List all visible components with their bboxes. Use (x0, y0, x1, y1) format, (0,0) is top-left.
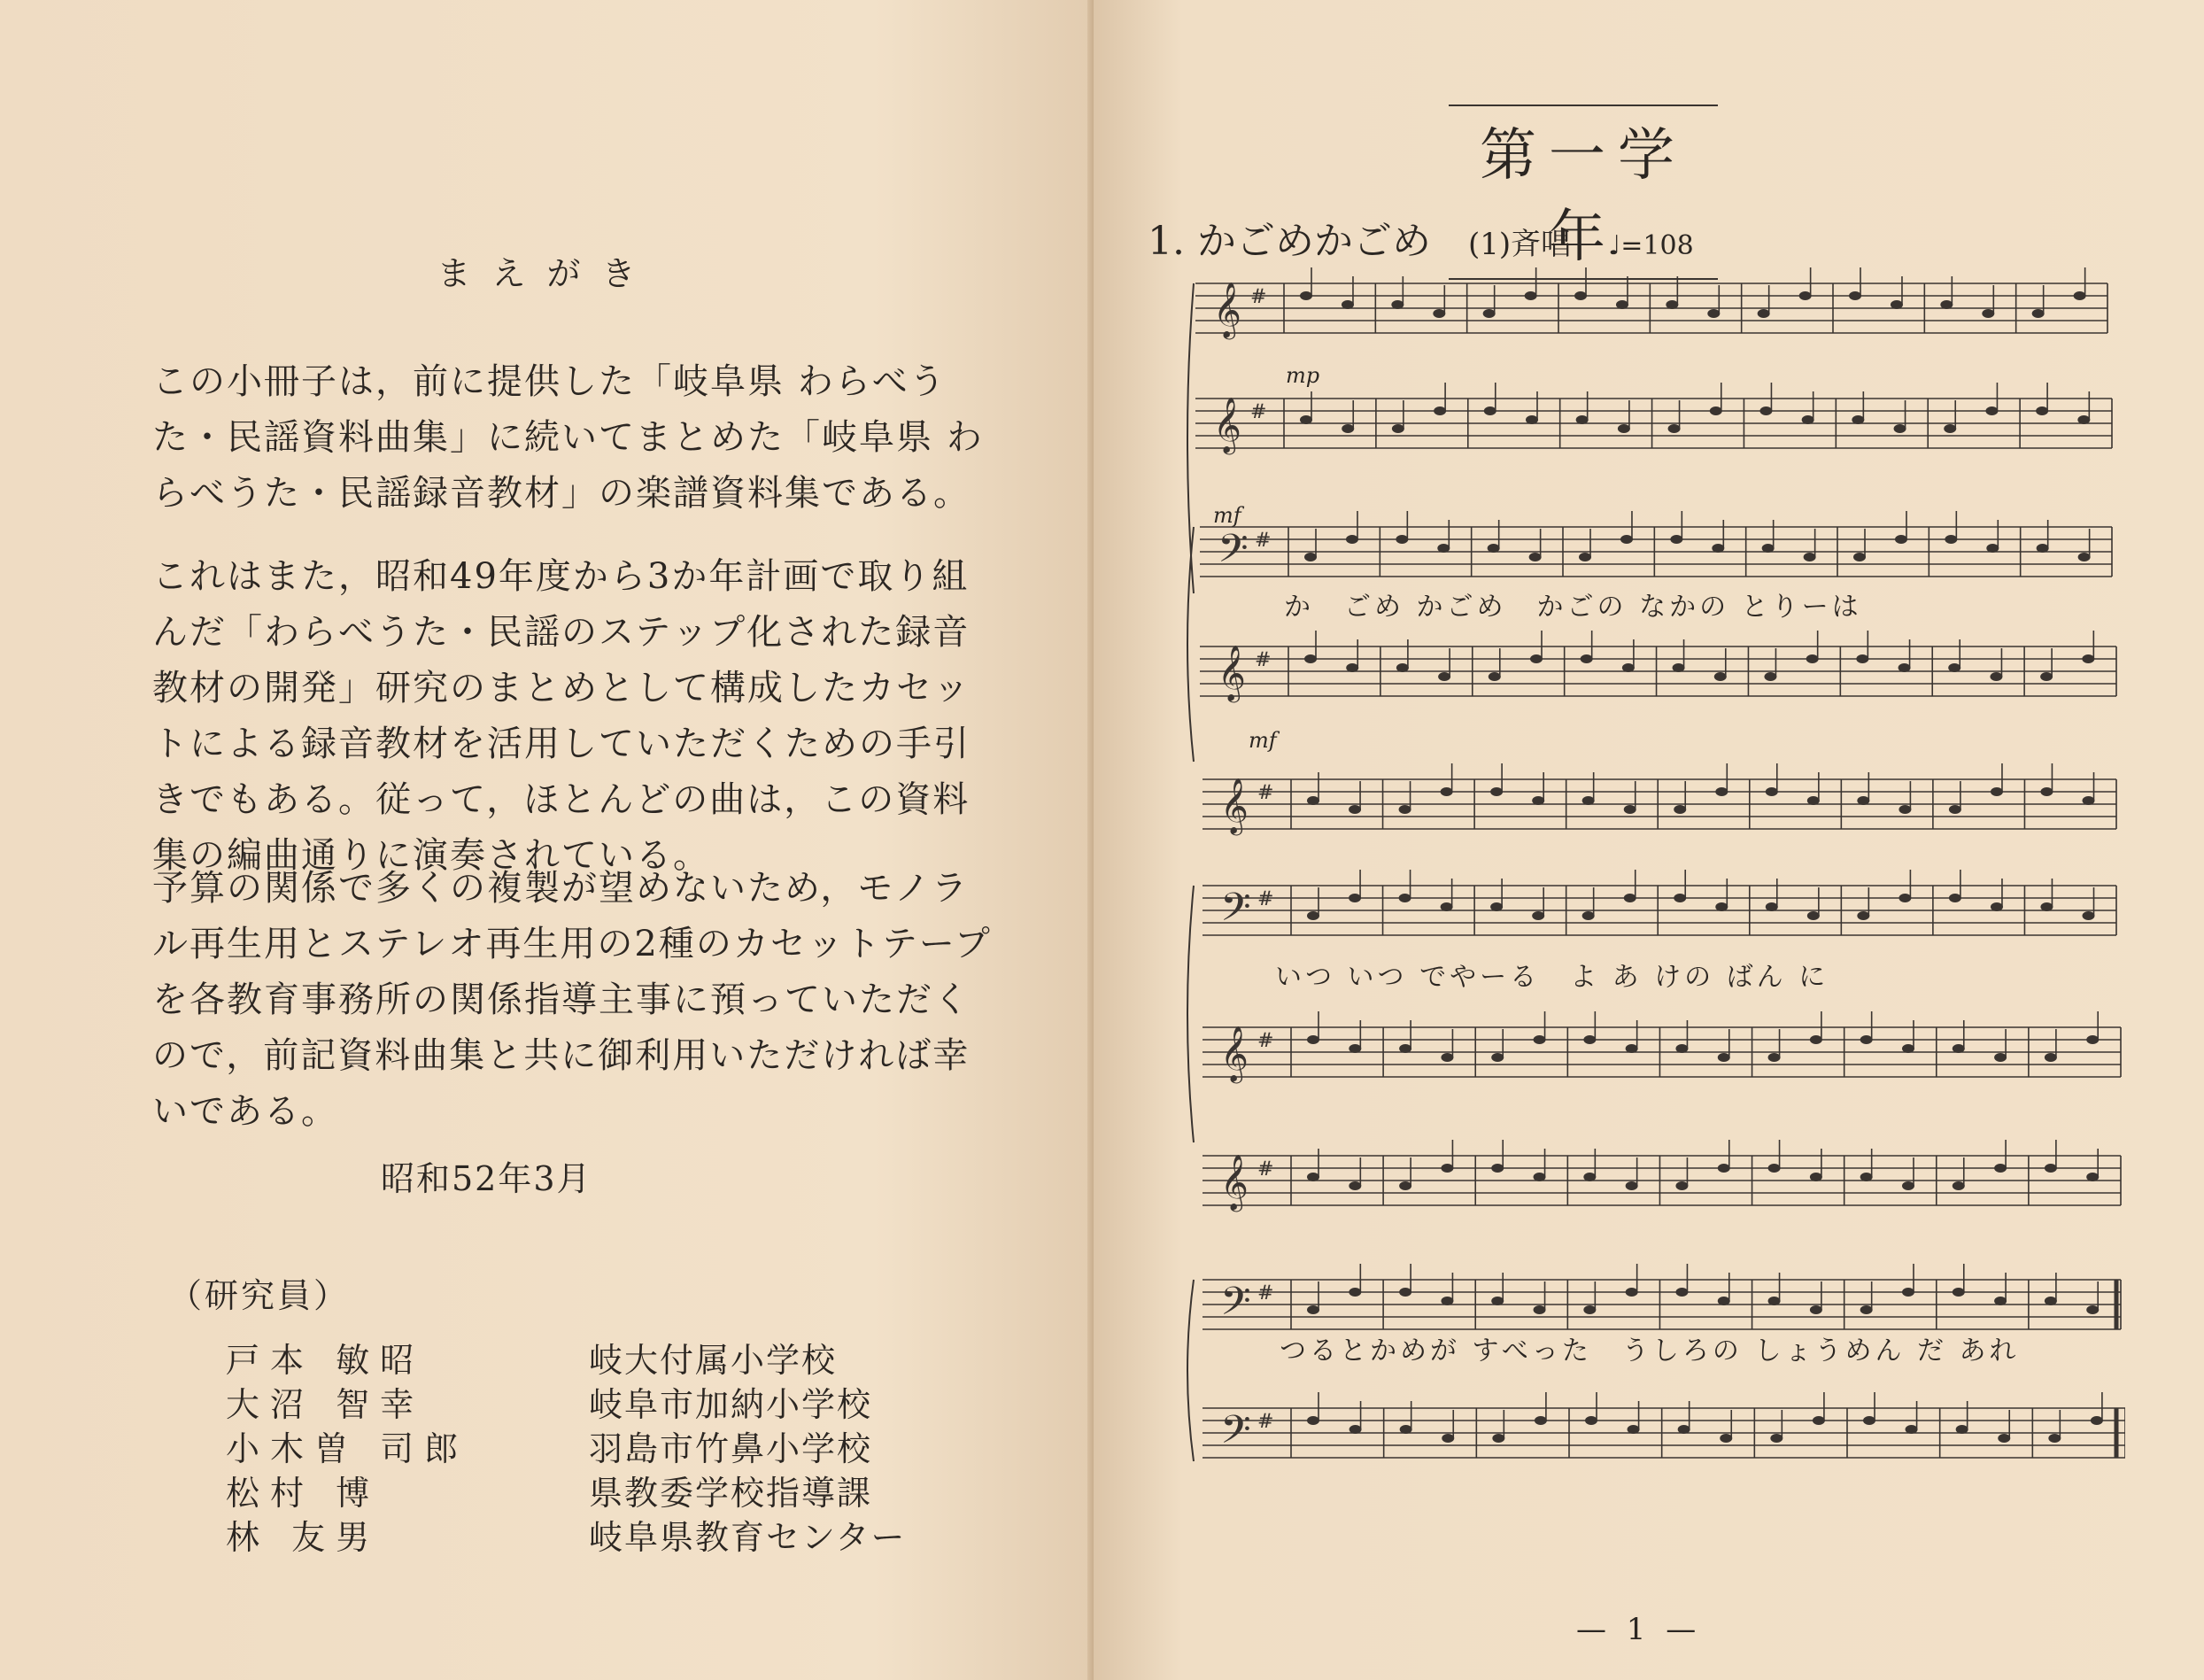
note-head (1860, 1305, 1873, 1314)
note-head (1583, 1035, 1596, 1044)
clef-icon: 𝄢 (1220, 884, 1251, 940)
note-head (2040, 902, 2053, 911)
note-head (1574, 291, 1587, 300)
note-head (1535, 1416, 1547, 1425)
note-head (1349, 1181, 1361, 1190)
note-head (1399, 894, 1411, 902)
clef-icon: 𝄢 (1220, 1406, 1251, 1462)
note-head (1944, 424, 1956, 433)
note-head (1346, 535, 1358, 544)
researcher-name: 小木曽 司郎 (226, 1429, 469, 1468)
note-head (1998, 1434, 2010, 1443)
note-head (1902, 1044, 1914, 1053)
note-head (1675, 1044, 1688, 1053)
left-page (0, 0, 1094, 1680)
researchers-list (226, 1333, 987, 1557)
note-head (1396, 663, 1409, 672)
note-head (1956, 1425, 1968, 1434)
note-head (1991, 787, 2003, 796)
key-signature-icon: # (1257, 782, 1274, 804)
note-head (1770, 1434, 1783, 1443)
note-head (1433, 309, 1445, 318)
note-head (1894, 424, 1906, 433)
researcher-row (226, 1333, 987, 1380)
note-head (1532, 796, 1544, 805)
researcher-row (226, 1421, 987, 1466)
note-head (2045, 1053, 2057, 1062)
note-head (1849, 291, 1861, 300)
researcher-row (226, 1510, 987, 1557)
music-score (1187, 266, 2125, 1576)
note-head (1949, 894, 1961, 902)
dynamic-mf: mf (1213, 503, 1241, 528)
page-number: — 1 — (1576, 1612, 1702, 1647)
note-head (1949, 805, 1961, 814)
note-head (1581, 654, 1593, 663)
brace-icon (1187, 886, 1194, 1142)
note-head (2048, 1434, 2061, 1443)
song-part: (1)斉唱 (1467, 227, 1572, 262)
clef-icon: 𝄞 (1220, 1026, 1249, 1081)
note-head (1902, 1181, 1914, 1190)
note-head (1492, 1434, 1504, 1443)
key-signature-icon: # (1257, 1411, 1274, 1433)
song-heading (1148, 209, 1719, 266)
note-head (1902, 1288, 1914, 1297)
note-head (1342, 424, 1354, 433)
preface-title: まえがき (437, 254, 657, 293)
note-head (1391, 300, 1404, 309)
note-head (1583, 1305, 1596, 1314)
researcher-name: 松村 博 (226, 1474, 381, 1513)
note-head (1857, 796, 1869, 805)
note-head (1668, 424, 1681, 433)
note-head (1953, 1044, 1965, 1053)
note-head (1526, 415, 1538, 424)
note-head (1441, 902, 1453, 911)
note-head (1626, 1044, 1638, 1053)
researcher-name: 林 友男 (226, 1518, 381, 1557)
note-head (1626, 1288, 1638, 1297)
note-head (1856, 654, 1868, 663)
note-head (1895, 535, 1907, 544)
note-head (1491, 1297, 1504, 1305)
note-head (1441, 1164, 1453, 1173)
note-head (1441, 1053, 1453, 1062)
score-svg (1187, 266, 2125, 1576)
note-head (1994, 1164, 2007, 1173)
key-signature-icon: # (1255, 530, 1272, 552)
note-head (1529, 553, 1542, 561)
note-head (1990, 672, 2002, 681)
researcher-name: 戸本 敏昭 (226, 1341, 425, 1380)
researcher-school: 岐阜県教育センター (589, 1518, 907, 1557)
note-head (1718, 1053, 1730, 1062)
note-head (1940, 300, 1953, 309)
note-head (1349, 1044, 1361, 1053)
note-head (1304, 553, 1317, 561)
note-head (1986, 544, 1999, 553)
note-head (1442, 1434, 1454, 1443)
note-head (1807, 911, 1820, 920)
note-head (1392, 424, 1404, 433)
note-head (1483, 309, 1496, 318)
note-head (1349, 1425, 1362, 1434)
note-head (1484, 406, 1496, 415)
note-head (1585, 1416, 1597, 1425)
note-head (2074, 291, 2086, 300)
note-head (1438, 672, 1450, 681)
note-head (1985, 406, 1998, 415)
note-head (1582, 796, 1595, 805)
note-head (2091, 1416, 2103, 1425)
note-head (1400, 1425, 1412, 1434)
note-head (1489, 672, 1501, 681)
note-head (2045, 1297, 2057, 1305)
note-head (1491, 1053, 1504, 1062)
note-head (1994, 1053, 2007, 1062)
clef-icon: 𝄞 (1213, 282, 1241, 337)
note-head (1437, 544, 1450, 553)
note-head (1899, 894, 1911, 902)
note-head (1813, 1416, 1825, 1425)
note-head (1810, 1305, 1822, 1314)
note-head (1488, 544, 1500, 553)
note-head (1762, 544, 1775, 553)
note-head (1710, 406, 1722, 415)
researcher-name: 大沼 智幸 (226, 1385, 425, 1424)
note-head (1399, 1181, 1411, 1190)
key-signature-icon: # (1257, 1282, 1274, 1305)
note-head (1534, 1035, 1546, 1044)
note-head (1300, 291, 1312, 300)
note-head (2083, 911, 2095, 920)
note-head (1307, 796, 1319, 805)
key-signature-icon: # (1257, 1158, 1274, 1181)
note-head (1707, 309, 1720, 318)
note-head (1764, 672, 1776, 681)
note-head (1715, 787, 1728, 796)
note-head (1718, 1297, 1730, 1305)
note-head (1490, 787, 1503, 796)
note-head (1579, 553, 1591, 561)
note-head (1628, 1425, 1640, 1434)
brace-icon (1187, 527, 1194, 762)
note-head (1622, 663, 1635, 672)
dynamic-mf: mf (1249, 728, 1277, 753)
clef-icon: 𝄞 (1220, 778, 1249, 833)
note-head (2083, 796, 2095, 805)
note-head (1576, 415, 1589, 424)
note-head (1948, 663, 1960, 672)
key-signature-icon: # (1257, 1030, 1274, 1052)
note-head (1857, 911, 1869, 920)
note-head (1346, 663, 1358, 672)
note-head (1349, 805, 1361, 814)
note-head (1534, 1305, 1546, 1314)
note-head (2037, 544, 2049, 553)
note-head (2086, 1035, 2099, 1044)
note-head (1304, 654, 1317, 663)
note-head (1891, 300, 1903, 309)
note-head (1441, 1297, 1453, 1305)
note-head (1945, 535, 1957, 544)
note-head (1991, 902, 2003, 911)
note-head (1349, 1288, 1361, 1297)
note-head (2040, 787, 2053, 796)
note-head (1618, 424, 1630, 433)
note-head (1620, 535, 1633, 544)
note-head (1806, 654, 1819, 663)
note-head (2086, 1305, 2099, 1314)
note-head (1768, 1297, 1781, 1305)
researcher-school: 岐大付属小学校 (589, 1341, 838, 1380)
note-head (1434, 406, 1446, 415)
key-signature-icon: # (1257, 888, 1274, 910)
note-head (1307, 911, 1319, 920)
note-head (1674, 894, 1686, 902)
note-head (1799, 291, 1812, 300)
note-head (1624, 894, 1636, 902)
note-head (1853, 553, 1866, 561)
researchers-label: （研究員） (168, 1276, 351, 1315)
note-head (1953, 1288, 1965, 1297)
note-head (1583, 1173, 1596, 1181)
note-head (1307, 1173, 1319, 1181)
note-head (1810, 1035, 1822, 1044)
note-head (1399, 1288, 1411, 1297)
preface-date: 昭和52年3月 (381, 1159, 592, 1198)
note-head (1532, 911, 1544, 920)
key-signature-icon: # (1250, 286, 1267, 308)
researcher-row (226, 1377, 987, 1424)
note-head (1399, 1044, 1411, 1053)
note-head (2078, 553, 2091, 561)
brace-icon (1187, 283, 1194, 593)
lyrics-line-3: つるとかめが すべった うしろの しょうめん だ あれ (1280, 1335, 2020, 1366)
researcher-school: 岐阜市加納小学校 (589, 1385, 873, 1424)
note-head (1530, 654, 1543, 663)
note-head (1678, 1425, 1690, 1434)
note-head (1666, 300, 1678, 309)
note-head (1994, 1297, 2007, 1305)
note-head (1670, 535, 1682, 544)
note-head (1441, 787, 1453, 796)
researcher-school: 羽島市竹鼻小学校 (589, 1429, 873, 1468)
note-head (1802, 415, 1814, 424)
preface-paragraph-2: これはまた，昭和49年度から3か年計画で取り組んだ「わらべうた・民謡のステップ化された録音教材の開発」研究のまとめとして構成したカセットによる録音教材を活用していただくための手引きでもある。従って，ほとんどの曲は，この資料集の編曲通りに演奏されている。 (152, 556, 971, 876)
note-head (1766, 902, 1778, 911)
note-head (1852, 415, 1864, 424)
note-head (1396, 535, 1408, 544)
note-head (1758, 309, 1770, 318)
note-head (1616, 300, 1628, 309)
clef-icon: 𝄞 (1220, 1154, 1249, 1210)
note-head (1342, 300, 1354, 309)
note-head (1349, 894, 1361, 902)
preface-paragraph-3: 予算の関係で多くの複製が望めないため，モノラル再生用とステレオ再生用の2種のカセットテープを各教育事務所の関係指導主事に預っていただくので，前記資料曲集と共に御利用いただければ幸いである。 (152, 868, 992, 1132)
note-head (1675, 1288, 1688, 1297)
researcher-school: 県教委学校指導課 (589, 1474, 873, 1513)
note-head (1673, 663, 1685, 672)
note-head (1804, 553, 1816, 561)
note-head (2040, 672, 2053, 681)
note-head (1307, 1416, 1319, 1425)
clef-icon: 𝄞 (1218, 645, 1246, 701)
note-head (1860, 1035, 1873, 1044)
note-head (1906, 1425, 1918, 1434)
note-head (1300, 415, 1312, 424)
clef-icon: 𝄞 (1213, 397, 1241, 453)
note-head (1899, 663, 1911, 672)
note-head (2082, 654, 2094, 663)
note-head (1768, 1164, 1781, 1173)
note-head (1715, 902, 1728, 911)
note-head (1399, 805, 1411, 814)
note-head (1953, 1181, 1965, 1190)
note-head (1307, 1305, 1319, 1314)
note-head (1626, 1181, 1638, 1190)
note-head (1768, 1053, 1781, 1062)
note-head (1534, 1173, 1546, 1181)
note-head (1582, 911, 1595, 920)
brace-icon (1187, 1280, 1194, 1461)
note-head (1307, 1035, 1319, 1044)
song-title: 1. かごめかごめ (1148, 219, 1431, 264)
note-head (1714, 672, 1727, 681)
note-head (1860, 1173, 1873, 1181)
note-head (1674, 805, 1686, 814)
key-signature-icon: # (1250, 401, 1267, 423)
note-head (2045, 1164, 2057, 1173)
note-head (1712, 544, 1724, 553)
grade-title: 第一学年 (1449, 105, 1718, 280)
note-head (1720, 1434, 1732, 1443)
preface-paragraph-1: この小冊子は，前に提供した「岐阜県 わらべうた・民謡資料曲集」に続いてまとめた「岐阜県 わらべうた・民謡録音教材」の楽譜資料集である。 (152, 361, 984, 514)
note-head (1807, 796, 1820, 805)
note-head (1491, 1164, 1504, 1173)
note-head (1899, 805, 1911, 814)
note-head (1863, 1416, 1875, 1425)
dynamic-mp: mp (1286, 363, 1320, 388)
note-head (1982, 309, 1994, 318)
clef-icon: 𝄢 (1218, 525, 1249, 581)
key-signature-icon: # (1255, 649, 1272, 671)
note-head (1525, 291, 1537, 300)
lyrics-line-1: か ごめ かごめ かごの なかの とりーは (1284, 592, 1862, 623)
note-head (1759, 406, 1772, 415)
note-head (2077, 415, 2090, 424)
note-head (1624, 805, 1636, 814)
lyrics-line-2: いつ いつ でやーる よ あ けの ばん に (1275, 962, 1829, 993)
note-head (2036, 406, 2048, 415)
note-head (1718, 1164, 1730, 1173)
researcher-row (226, 1466, 987, 1513)
note-head (2032, 309, 2045, 318)
note-head (1675, 1181, 1688, 1190)
tempo-marking: ♩=108 (1608, 230, 1694, 261)
note-head (2086, 1173, 2099, 1181)
clef-icon: 𝄢 (1220, 1278, 1251, 1334)
note-head (1810, 1173, 1822, 1181)
note-head (1490, 902, 1503, 911)
note-head (1766, 787, 1778, 796)
